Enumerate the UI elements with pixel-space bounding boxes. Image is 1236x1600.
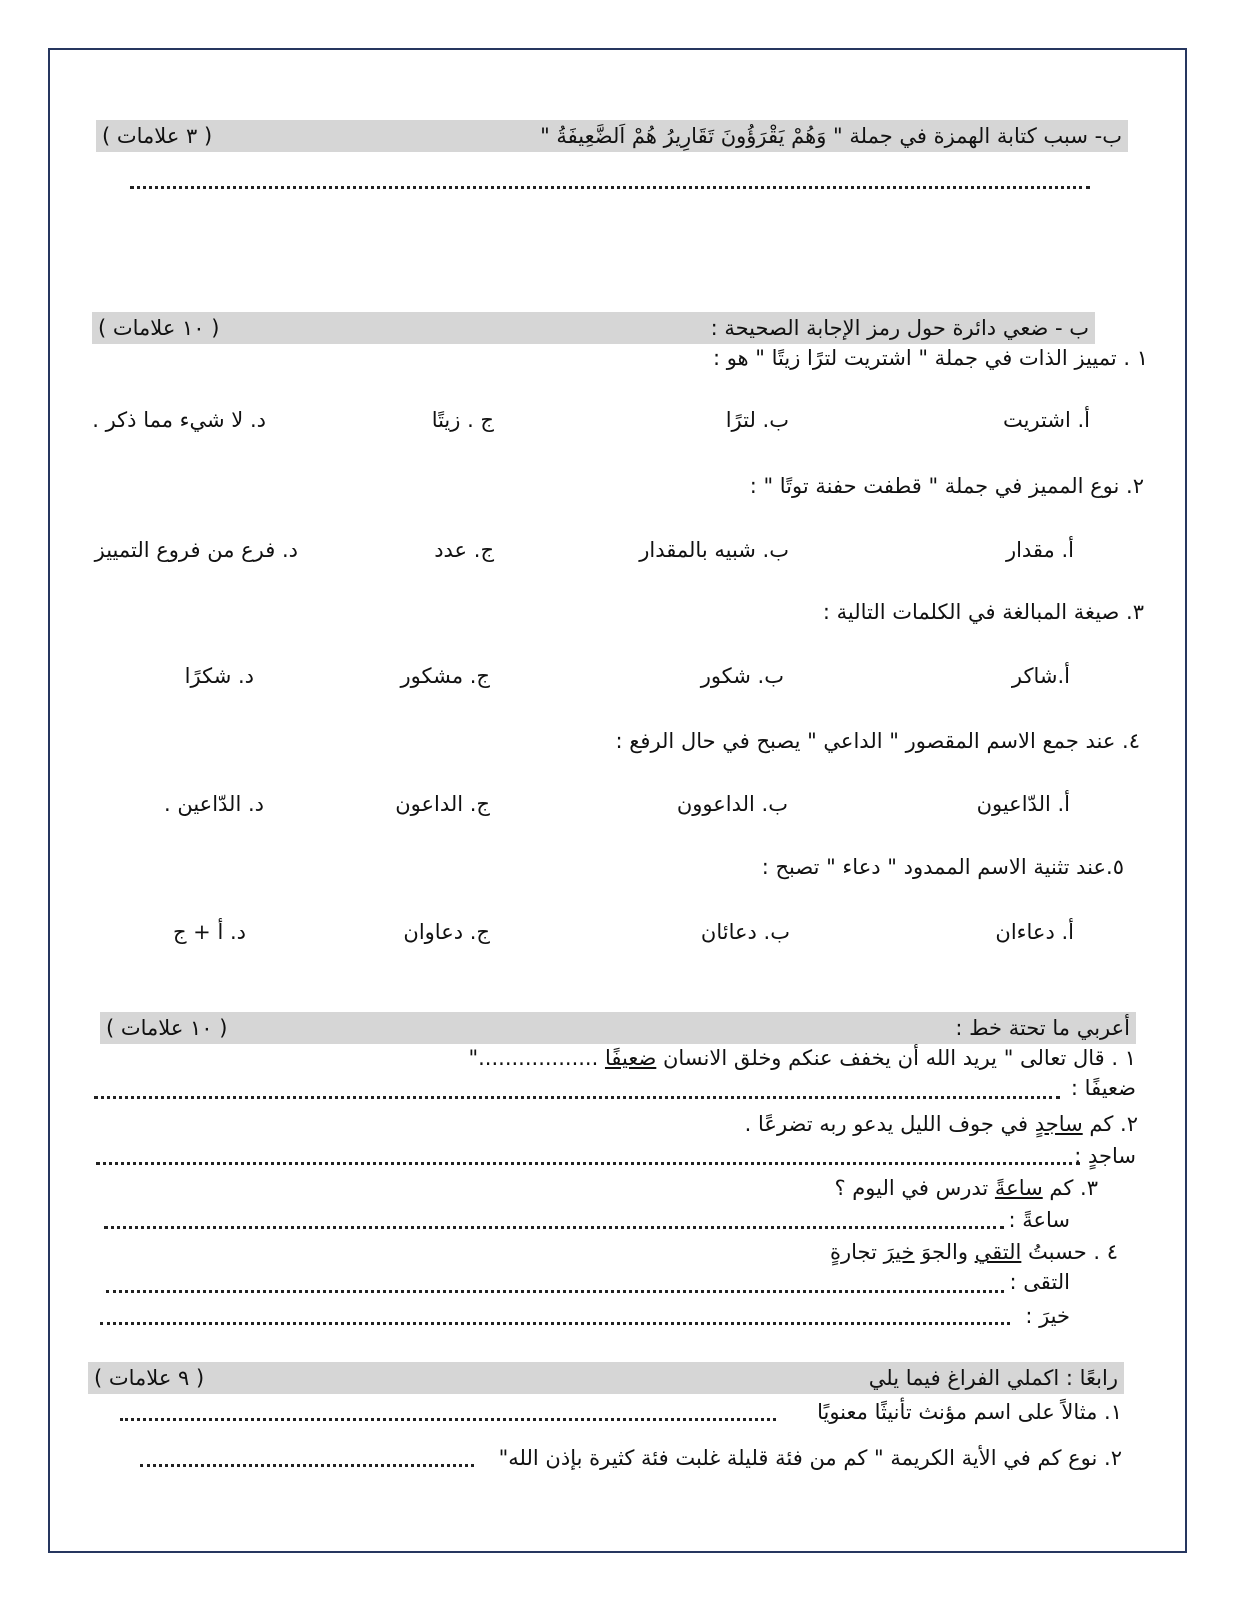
underlined-word: ضعيفًا bbox=[604, 1046, 657, 1070]
mcq-option-a[interactable]: أ. مقدار bbox=[1005, 538, 1074, 562]
mcq-question-5: ٥.عند تثنية الاسم الممدود " دعاء " تصبح : bbox=[761, 855, 1124, 879]
iraab-section-title: أعربي ما تحتة خط : bbox=[955, 1016, 1130, 1040]
fill-section-title: رابعًا : اكملي الفراغ فيما يلي bbox=[868, 1366, 1118, 1390]
underlined-word: التقي bbox=[974, 1240, 1022, 1264]
mcq-option-b[interactable]: ب. شبيه بالمقدار bbox=[639, 538, 789, 562]
mcq-option-c[interactable]: ج. دعاوان bbox=[403, 920, 490, 944]
fill-section-marks: ( ٩ علامات ) bbox=[94, 1366, 205, 1390]
iraab-sentence-4 bbox=[830, 1238, 1118, 1266]
fill-item-1: ١. مثالاً على اسم مؤنث تأنيثًا معنويًا bbox=[817, 1400, 1122, 1424]
iraab-sentence-2 bbox=[745, 1110, 1138, 1138]
mcq-option-c[interactable]: ج. مشكور bbox=[400, 664, 490, 688]
mcq-option-c[interactable]: ج. عدد bbox=[434, 538, 494, 562]
mcq-option-a[interactable]: أ. اشتريت bbox=[1002, 408, 1090, 432]
underlined-word: ساعةً bbox=[994, 1176, 1043, 1200]
mcq-option-a[interactable]: أ.شاكر bbox=[1011, 664, 1070, 688]
mcq-question-2: ٢. نوع المميز في جملة " قطفت حفنة توتًا " : bbox=[749, 474, 1144, 498]
fill-section-header bbox=[88, 1362, 1124, 1394]
mcq-option-a[interactable]: أ. دعاءان bbox=[995, 920, 1074, 944]
mcq-option-d[interactable]: د. شكرًا bbox=[184, 664, 254, 688]
sentence-text: ٤ . حسبتُ bbox=[1021, 1240, 1118, 1264]
mcq-option-b[interactable]: ب. لترًا bbox=[725, 408, 789, 432]
answer-line[interactable] bbox=[130, 186, 1090, 189]
mcq-option-d[interactable]: د. لا شيء مما ذكر . bbox=[92, 408, 266, 432]
mcq-question-1: ١ . تمييز الذات في جملة " اشتريت لترًا زيتًا " هو : bbox=[712, 346, 1148, 370]
iraab-section-marks: ( ١٠ علامات ) bbox=[106, 1016, 228, 1040]
underlined-word: خيرَ bbox=[883, 1240, 915, 1264]
hamza-question-marks: ( ٣ علامات ) bbox=[102, 124, 213, 148]
mcq-option-d[interactable]: د. فرع من فروع التمييز bbox=[94, 538, 298, 562]
mcq-option-c[interactable]: ج. الداعون bbox=[395, 792, 490, 816]
answer-line[interactable] bbox=[140, 1464, 474, 1467]
mcq-section-marks: ( ١٠ علامات ) bbox=[98, 316, 220, 340]
sentence-text: تجارةٍ bbox=[829, 1240, 884, 1264]
iraab-label-4b: خيرَ : bbox=[1025, 1304, 1070, 1328]
answer-line[interactable] bbox=[100, 1322, 1010, 1325]
iraab-sentence-1 bbox=[468, 1044, 1136, 1072]
mcq-option-b[interactable]: ب. شكور bbox=[700, 664, 784, 688]
sentence-text: ٢. كم bbox=[1082, 1112, 1138, 1136]
underlined-word: ساجدٍ bbox=[1034, 1112, 1083, 1136]
sentence-text: .................." bbox=[468, 1046, 605, 1070]
answer-line[interactable] bbox=[120, 1418, 776, 1421]
mcq-option-b[interactable]: ب. الداعوون bbox=[676, 792, 788, 816]
iraab-label-3: ساعةً : bbox=[1008, 1208, 1070, 1232]
mcq-section-title: ب - ضعي دائرة حول رمز الإجابة الصحيحة : bbox=[710, 316, 1089, 340]
mcq-option-a[interactable]: أ. الدّاعيون bbox=[976, 792, 1070, 816]
sentence-text: والجوَ bbox=[914, 1240, 975, 1264]
sentence-text: في جوف الليل يدعو ربه تضرعًا . bbox=[744, 1112, 1035, 1136]
answer-line[interactable] bbox=[96, 1162, 1080, 1165]
answer-line[interactable] bbox=[104, 1226, 1004, 1229]
mcq-option-d[interactable]: د. أ + ج bbox=[172, 920, 246, 944]
iraab-label-1: ضعيفًا : bbox=[1070, 1076, 1136, 1100]
answer-line[interactable] bbox=[106, 1290, 1004, 1293]
mcq-option-b[interactable]: ب. دعائان bbox=[700, 920, 790, 944]
answer-line[interactable] bbox=[94, 1096, 1060, 1099]
mcq-option-c[interactable]: ج . زيتًا bbox=[431, 408, 494, 432]
sentence-text: تدرس في اليوم ؟ bbox=[834, 1176, 995, 1200]
fill-item-2: ٢. نوع كم في الأية الكريمة " كم من فئة قليلة غلبت فئة كثيرة بإذن الله" bbox=[498, 1446, 1122, 1470]
iraab-sentence-3 bbox=[834, 1174, 1098, 1202]
hamza-question-title: ب- سبب كتابة الهمزة في جملة " وَهُمْ يَقْرَؤُونَ تَقَارِيرُ هُمْ اَلضَّعِيفَةُ " bbox=[540, 124, 1122, 148]
iraab-label-2: ساجدٍ : bbox=[1074, 1144, 1136, 1168]
mcq-option-d[interactable]: د. الدّاعين . bbox=[164, 792, 264, 816]
mcq-section-header bbox=[92, 312, 1095, 344]
sentence-text: ١ . قال تعالى " يريد الله أن يخفف عنكم وخلق الانسان bbox=[656, 1046, 1136, 1070]
iraab-label-4a: التقى : bbox=[1009, 1270, 1070, 1294]
hamza-question-header bbox=[96, 120, 1128, 152]
sentence-text: ٣. كم bbox=[1042, 1176, 1098, 1200]
mcq-question-3: ٣. صيغة المبالغة في الكلمات التالية : bbox=[822, 600, 1144, 624]
mcq-question-4: ٤. عند جمع الاسم المقصور " الداعي " يصبح في حال الرفع : bbox=[615, 729, 1140, 753]
iraab-section-header bbox=[100, 1012, 1136, 1044]
